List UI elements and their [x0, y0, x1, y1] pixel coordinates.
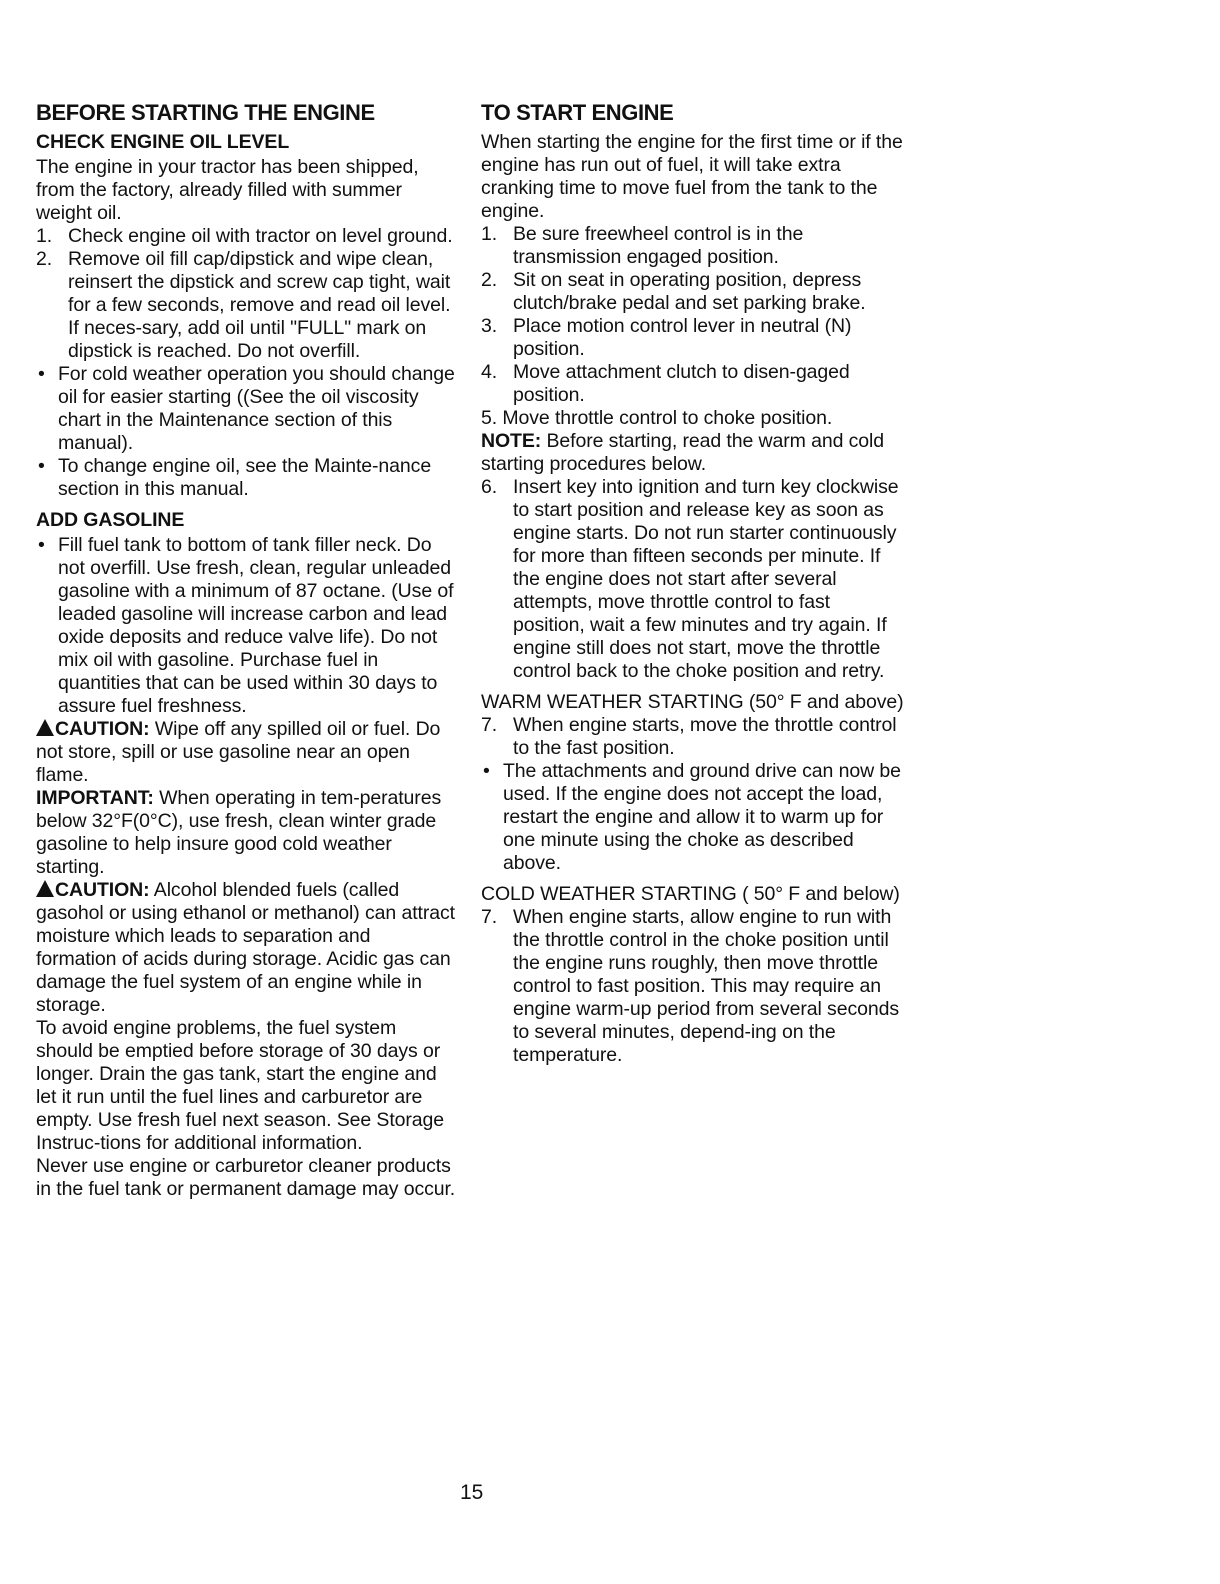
- start-intro-paragraph: When starting the engine for the first time or if the engine has run out of fuel, it will take extra cranking time to move fuel from the tank to the engine.: [481, 131, 903, 222]
- start-step-number: 3.: [481, 315, 498, 337]
- oil-step-number: 2.: [36, 248, 53, 270]
- start-step-4: [481, 361, 906, 407]
- start-step-text: Move attachment clutch to disen-gaged position.: [513, 361, 850, 406]
- bullet-icon: •: [38, 534, 45, 556]
- cleaner-paragraph: Never use engine or carburetor cleaner products in the fuel tank or permanent damage may occur.: [36, 1155, 456, 1200]
- cold-step-7: [481, 906, 906, 1067]
- oil-step-1: [36, 225, 456, 248]
- warning-triangle-icon: [36, 880, 54, 897]
- oil-step-text: Check engine oil with tractor on level ground.: [68, 225, 453, 247]
- section-heading-to-start-engine: TO START ENGINE: [481, 100, 674, 125]
- important-paragraph: [36, 787, 456, 879]
- warm-bullet-text: The attachments and ground drive can now be used. If the engine does not accept the load, restart the engine and allow it to warm up for one minute using the choke as described above.: [503, 760, 901, 874]
- note-text: Before starting, read the warm and cold starting procedures below.: [481, 430, 885, 475]
- right-column: [481, 100, 906, 1067]
- storage-paragraph: To avoid engine problems, the fuel system should be emptied before storage of 30 days or longer. Drain the gas tank, start the engine and let it run until the fuel lines and carburetor are empty. Use fresh fuel next season. See Storage Instruc-tions for additional information.: [36, 1017, 445, 1154]
- start-step-1: [481, 223, 906, 269]
- start-step-text: Sit on seat in operating position, depress clutch/brake pedal and set parking brake.: [513, 269, 866, 314]
- cold-step-text: When engine starts, allow engine to run with the throttle control in the choke position until the engine runs roughly, then move throttle control to fast position. This may require an engine warm-up period from several seconds to several minutes, depend-ing on the temperature.: [513, 906, 899, 1066]
- start-step-text: Be sure freewheel control is in the transmission engaged position.: [513, 223, 804, 268]
- oil-intro-paragraph: The engine in your tractor has been shipped, from the factory, already filled with summer weight oil.: [36, 156, 419, 224]
- page-number: 15: [460, 1481, 484, 1504]
- warning-triangle-icon: [36, 719, 54, 736]
- start-step-6: [481, 476, 906, 683]
- gas-bullet: [36, 534, 456, 718]
- warm-weather-heading: WARM WEATHER STARTING (50° F and above): [481, 691, 904, 713]
- section-heading-before-starting: BEFORE STARTING THE ENGINE: [36, 100, 375, 125]
- caution-paragraph-2: [36, 879, 456, 1017]
- note-paragraph: [481, 430, 906, 476]
- caution-paragraph-1: [36, 718, 456, 787]
- start-step-number: 1.: [481, 223, 498, 245]
- caution-label: CAUTION:: [55, 879, 150, 901]
- warm-step-text: When engine starts, move the throttle control to the fast position.: [513, 714, 897, 759]
- note-label: NOTE:: [481, 430, 542, 452]
- important-text: When operating in tem-peratures below 32°F(0°C), use fresh, clean winter grade gasoline to help insure good cold weather starting.: [36, 787, 442, 878]
- important-label: IMPORTANT:: [36, 787, 154, 809]
- subheading-check-oil: CHECK ENGINE OIL LEVEL: [36, 131, 290, 153]
- start-step-number: 2.: [481, 269, 498, 291]
- cold-weather-heading: COLD WEATHER STARTING ( 50° F and below): [481, 883, 900, 905]
- oil-step-number: 1.: [36, 225, 53, 247]
- gas-bullet-text: Fill fuel tank to bottom of tank filler neck. Do not overfill. Use fresh, clean, regular unleaded gasoline with a minimum of 87 octane. (Use of leaded gasoline will increase carbon and lead oxide deposits and reduce valve life). Do not mix oil with gasoline. Purchase fuel in quantities that can be used within 30 days to assure fuel freshness.: [58, 534, 454, 717]
- start-step-text: Insert key into ignition and turn key clockwise to start position and release key as soon as engine starts. Do not run starter continuously for more than fifteen seconds per minute. If the engine does not start after several attempts, move throttle control to fast position, wait a few minutes and try again. If engine still does not start, move the throttle control back to the choke position and retry.: [513, 476, 899, 682]
- oil-step-2: [36, 248, 456, 363]
- start-step-text: Place motion control lever in neutral (N) position.: [513, 315, 852, 360]
- subheading-add-gasoline: ADD GASOLINE: [36, 509, 185, 531]
- caution-text: Wipe off any spilled oil or fuel. Do not store, spill or use gasoline near an open flame.: [36, 718, 441, 786]
- oil-bullet-text: For cold weather operation you should change oil for easier starting ((See the oil viscosity chart in the Maintenance section of this manual).: [58, 363, 455, 454]
- oil-bullet-text: To change engine oil, see the Mainte-nance section in this manual.: [58, 455, 432, 500]
- start-step-5: 5. Move throttle control to choke position.: [481, 407, 833, 429]
- bullet-icon: •: [38, 455, 45, 477]
- warm-step-7: [481, 714, 906, 760]
- start-step-2: [481, 269, 906, 315]
- start-step-number: 6.: [481, 476, 498, 498]
- oil-bullet-2: [36, 455, 456, 501]
- oil-step-text: Remove oil fill cap/dipstick and wipe clean, reinsert the dipstick and screw cap tight, wait for a few seconds, remove and read oil level. If neces-sary, add oil until "FULL" mark on dipstick is reached. Do not overfill.: [68, 248, 451, 362]
- start-step-3: [481, 315, 906, 361]
- warm-step-number: 7.: [481, 714, 498, 736]
- bullet-icon: •: [38, 363, 45, 385]
- start-step-number: 4.: [481, 361, 498, 383]
- caution-text: Alcohol blended fuels (called gasohol or using ethanol or methanol) can attract moisture which leads to separation and formation of acids during storage. Acidic gas can damage the fuel system of an engine while in storage.: [36, 879, 455, 1016]
- bullet-icon: •: [483, 760, 490, 782]
- oil-bullet-1: [36, 363, 456, 455]
- cold-step-number: 7.: [481, 906, 498, 928]
- warm-bullet: [481, 760, 906, 875]
- caution-label: CAUTION:: [55, 718, 150, 740]
- left-column: [36, 100, 456, 1201]
